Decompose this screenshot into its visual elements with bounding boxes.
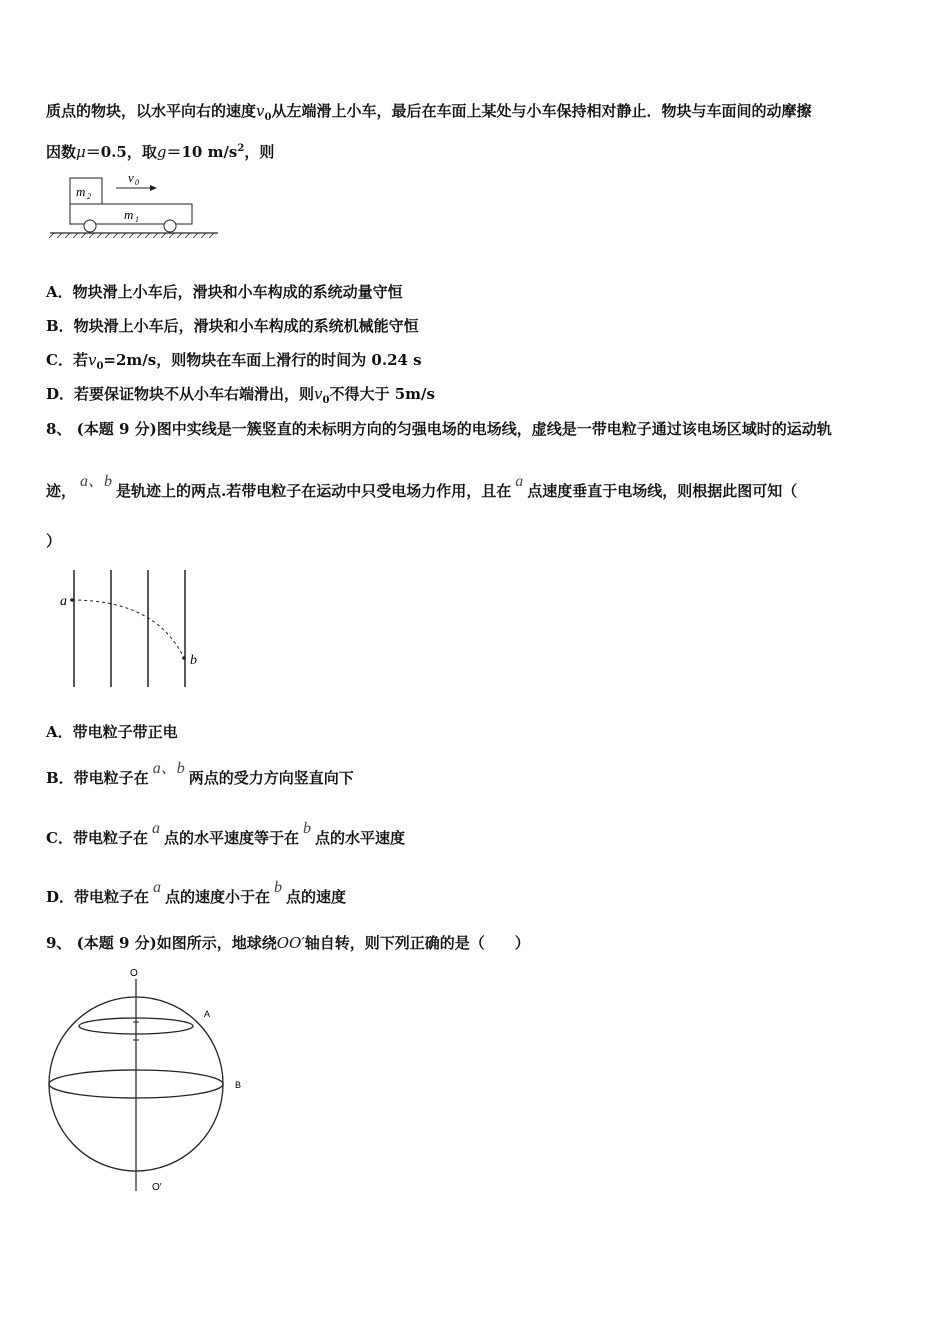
m1-label: m	[124, 207, 134, 222]
q7-intro-line1: 质点的物块，以水平向右的速度$v_0$从左端滑上小车，最后在车面上某处与小车保持相对静止．物块与车面间的动摩擦	[46, 102, 812, 123]
q8-option-b: B．带电粒子在a、b两点的受力方向竖直向下	[46, 760, 354, 787]
axis-top-label: O	[130, 968, 138, 979]
point-a-label: a	[60, 594, 67, 609]
q9-stem: 9、 (本题 9 分)如图所示，地球绕OO′轴自转，则下列正确的是（ ）	[46, 934, 530, 952]
v0-label: v	[128, 170, 134, 185]
m2-label: m	[76, 184, 86, 199]
q8-stem-line3: ）	[46, 532, 62, 550]
axis-bottom-label: O′	[152, 1182, 162, 1193]
point-A-label: A	[204, 1009, 211, 1019]
q7-option-b: B．物块滑上小车后，滑块和小车构成的系统机械能守恒	[46, 317, 419, 335]
earth-diagram	[46, 964, 256, 1199]
point-B-label: B	[235, 1080, 242, 1090]
q7-option-a: A．物块滑上小车后，滑块和小车构成的系统动量守恒	[46, 283, 403, 301]
q7-intro-line2: 因数μ＝0.5，取g＝10 $m/s^2$，则	[46, 143, 275, 161]
q8-option-d: D．带电粒子在a点的速度小于在b点的速度	[46, 879, 347, 906]
q7-option-d: D．若要保证物块不从小车右端滑出，则$v_0$不得大于 5m/s	[46, 385, 435, 406]
m2-sub: 2	[87, 192, 91, 201]
v0-sub: 0	[135, 178, 139, 187]
q8-option-c: C．带电粒子在a点的水平速度等于在b点的水平速度	[46, 820, 405, 847]
point-b-label: b	[190, 653, 197, 668]
q7-option-c: C．若$v_0=2m/s$，则物块在车面上滑行的时间为 0.24 s	[46, 351, 422, 372]
field-lines-diagram	[46, 566, 216, 691]
cart-diagram	[46, 168, 226, 243]
q8-stem-line2: 迹，a、b是轨迹上的两点.若带电粒子在运动中只受电场力作用，且在a点速度垂直于电场线，则根据此图可知（	[46, 473, 798, 500]
q8-option-a: A．带电粒子带正电	[46, 723, 178, 741]
m1-sub: 1	[135, 215, 139, 224]
q8-stem-line1: 8、 (本题 9 分)图中实线是一簇竖直的未标明方向的匀强电场的电场线，虚线是一带电粒子通过该电场区域时的运动轨	[46, 420, 832, 438]
